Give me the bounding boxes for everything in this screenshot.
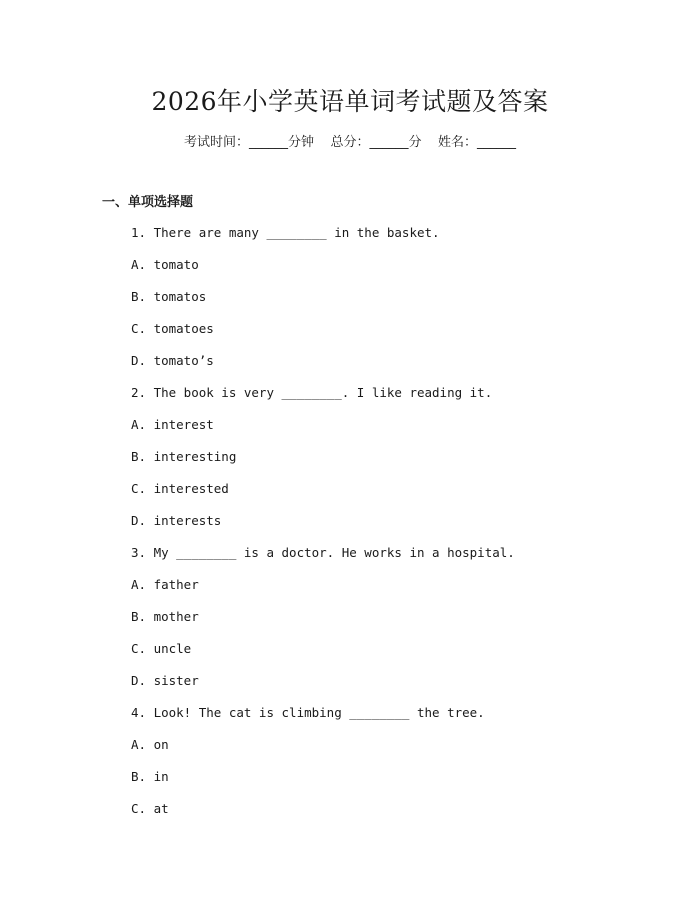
option-2d: D. interests — [131, 513, 222, 528]
option-4b: B. in — [131, 769, 169, 784]
option-3c: C. uncle — [131, 641, 192, 656]
option-3b: B. mother — [131, 609, 199, 624]
option-4a: A. on — [131, 737, 169, 752]
page-title: 2026年小学英语单词考试题及答案 — [151, 87, 549, 116]
option-1c: C. tomatoes — [131, 321, 214, 336]
question-1: 1. There are many ________ in the basket. — [131, 225, 440, 240]
option-2b: B. interesting — [131, 449, 237, 464]
option-1d: D. tomato’s — [131, 353, 214, 368]
question-3: 3. My ________ is a doctor. He works in a hospital. — [131, 545, 515, 560]
option-3d: D. sister — [131, 673, 199, 688]
section-heading: 一、单项选择题 — [102, 195, 194, 210]
question-4: 4. Look! The cat is climbing ________ the tree. — [131, 705, 485, 720]
option-4c: C. at — [131, 801, 169, 816]
option-1a: A. tomato — [131, 257, 199, 272]
option-1b: B. tomatos — [131, 289, 207, 304]
question-2: 2. The book is very ________. I like reading it. — [131, 385, 493, 400]
option-2c: C. interested — [131, 481, 229, 496]
option-3a: A. father — [131, 577, 199, 592]
exam-meta-line: 考试时间：______分钟 总分：______分 姓名：______ — [183, 135, 517, 150]
option-2a: A. interest — [131, 417, 214, 432]
